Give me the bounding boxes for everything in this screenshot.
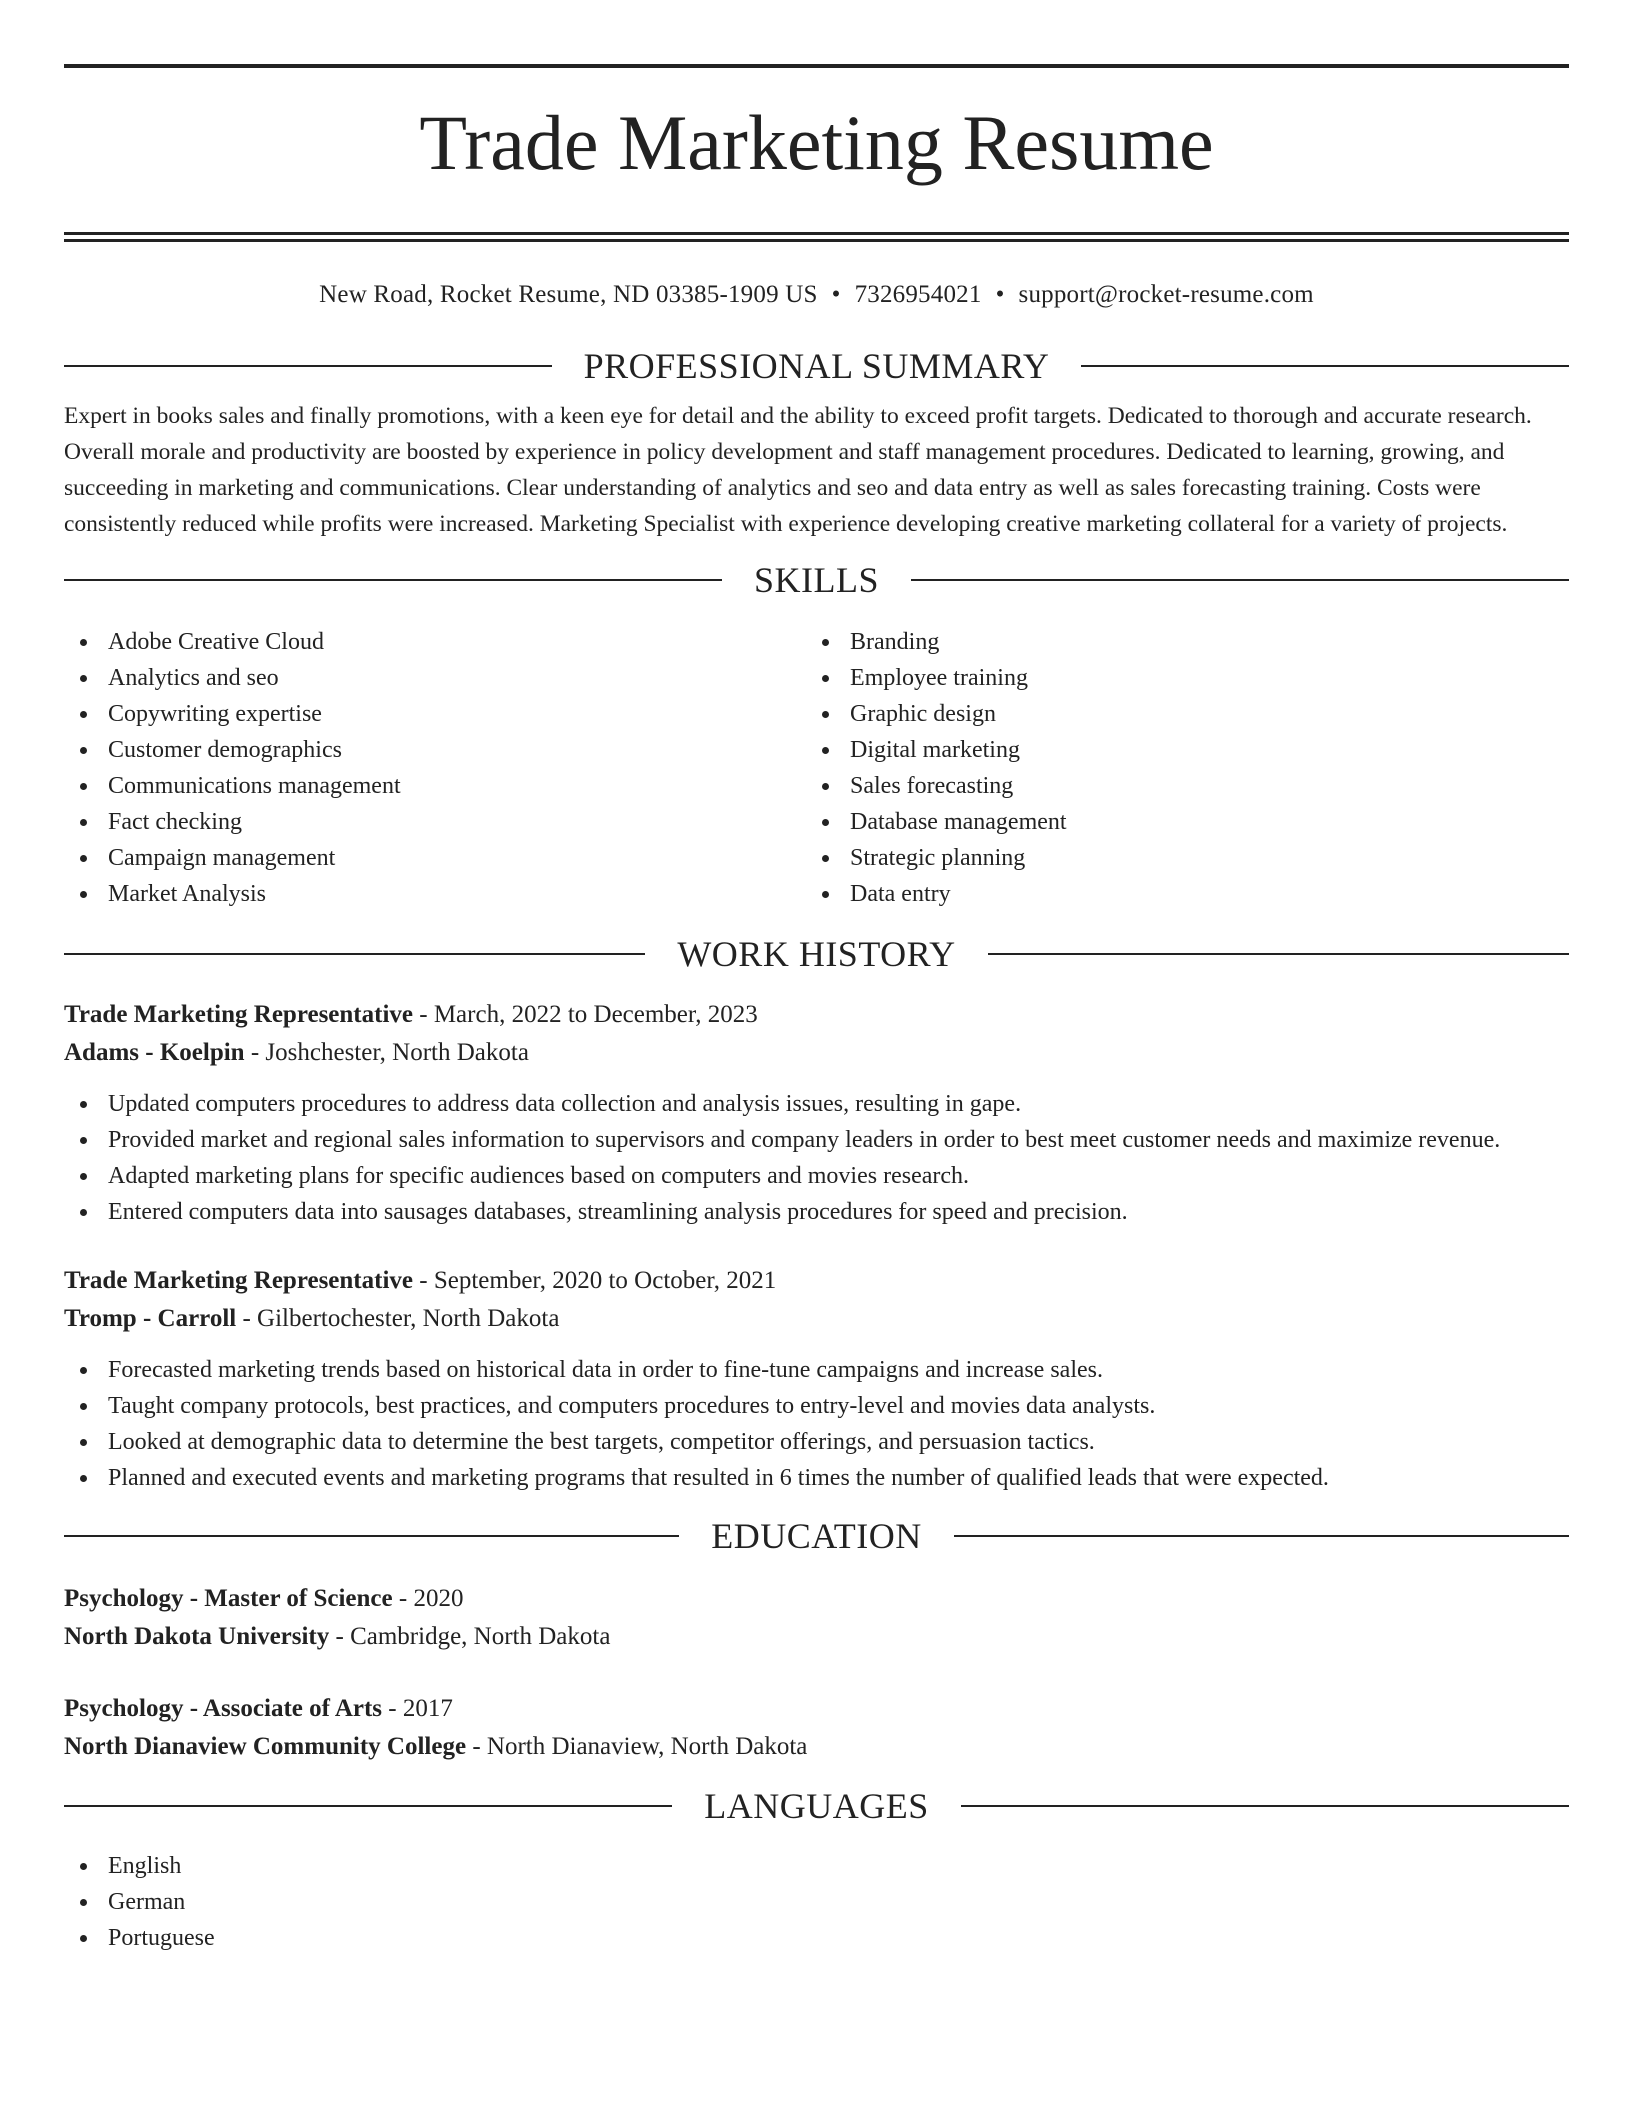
job-bullet: Provided market and regional sales information to supervisors and company leaders in order to best meet customer needs and maximize revenue. (64, 1122, 1569, 1158)
contact-separator: • (995, 281, 1005, 308)
education-entry (64, 1580, 1569, 1656)
section-rule (988, 953, 1569, 955)
resume-title: Trade Marketing Resume (419, 99, 1214, 186)
top-rule (64, 64, 1569, 68)
job-entry (64, 996, 1569, 1230)
skill-item: Graphic design (806, 696, 1548, 732)
job-bullet: Planned and executed events and marketing programs that resulted in 6 times the number of qualified leads that were expected. (64, 1460, 1569, 1496)
job-company-line (64, 1300, 1569, 1338)
school-line (64, 1618, 1569, 1656)
section-rule (1081, 365, 1569, 367)
job-location: - Joshchester, North Dakota (244, 1039, 529, 1066)
contact-email: support@rocket-resume.com (1018, 281, 1314, 308)
degree-year: - 2020 (392, 1585, 464, 1612)
skill-item: Employee training (806, 660, 1548, 696)
job-company: Adams - Koelpin (64, 1039, 245, 1066)
section-title-skills: SKILLS (754, 560, 880, 600)
job-bullet: Forecasted marketing trends based on historical data in order to fine-tune campaigns and increase sales. (64, 1352, 1569, 1388)
section-rule (961, 1805, 1569, 1807)
section-title-languages: LANGUAGES (704, 1786, 929, 1826)
section-rule (64, 365, 552, 367)
contact-separator: • (831, 281, 841, 308)
job-title: Trade Marketing Representative (64, 1267, 413, 1294)
degree-line (64, 1580, 1569, 1618)
skill-item: Database management (806, 804, 1548, 840)
school-location: - Cambridge, North Dakota (329, 1623, 611, 1650)
contact-phone: 7326954021 (854, 281, 982, 308)
school-location: - North Dianaview, North Dakota (466, 1733, 808, 1760)
job-bullet: Updated computers procedures to address data collection and analysis issues, resulting in gape. (64, 1086, 1569, 1122)
school: North Dianaview Community College (64, 1733, 467, 1760)
section-rule (954, 1535, 1569, 1537)
section-rule (64, 1805, 672, 1807)
education-entry (64, 1690, 1569, 1766)
skill-item: Copywriting expertise (64, 696, 806, 732)
skill-item: Analytics and seo (64, 660, 806, 696)
school: North Dakota University (64, 1623, 330, 1650)
job-bullet: Adapted marketing plans for specific audiences based on computers and movies research. (64, 1158, 1569, 1194)
job-bullets (64, 1352, 1569, 1496)
skill-item: Campaign management (64, 840, 806, 876)
skill-item: Communications management (64, 768, 806, 804)
section-header-languages (64, 1786, 1569, 1826)
skills-list (64, 624, 1569, 912)
title-double-rule (64, 232, 1569, 242)
language-item: English (64, 1848, 1569, 1884)
skill-item: Strategic planning (806, 840, 1548, 876)
skill-item: Branding (806, 624, 1548, 660)
job-bullet: Taught company protocols, best practices, and computers procedures to entry-level and movies data analysts. (64, 1388, 1569, 1424)
section-header-skills (64, 560, 1569, 600)
resume-page (64, 64, 1569, 1956)
skill-item: Adobe Creative Cloud (64, 624, 806, 660)
skill-item: Customer demographics (64, 732, 806, 768)
section-rule (64, 579, 722, 581)
section-rule (911, 579, 1569, 581)
skills-column-right (806, 624, 1548, 912)
skills-column-left (64, 624, 806, 912)
language-item: German (64, 1884, 1569, 1920)
skill-item: Data entry (806, 876, 1548, 912)
section-title-summary: PROFESSIONAL SUMMARY (583, 346, 1050, 386)
section-rule (64, 953, 645, 955)
section-rule (64, 1535, 679, 1537)
skill-item: Sales forecasting (806, 768, 1548, 804)
contact-address: New Road, Rocket Resume, ND 03385-1909 US (319, 281, 818, 308)
degree-line (64, 1690, 1569, 1728)
job-bullets (64, 1086, 1569, 1230)
skill-item: Fact checking (64, 804, 806, 840)
summary-text: Expert in books sales and finally promotions, with a keen eye for detail and the ability to exceed profit targets. Dedicated to thorough and accurate research. Overall morale and productivity are boosted by experience in policy development and staff management procedures. Dedicated to learning, growing, and succeeding in marketing and communications. Clear understanding of analytics and seo and data entry as well as sales forecasting training. Costs were consistently reduced while profits were increased. Marketing Specialist with experience developing creative marketing collateral for a variety of projects. (64, 403, 1532, 537)
contact-line (64, 278, 1569, 312)
job-company-line (64, 1034, 1569, 1072)
school-line (64, 1728, 1569, 1766)
job-bullet: Looked at demographic data to determine the best targets, competitor offerings, and persuasion tactics. (64, 1424, 1569, 1460)
skill-item: Market Analysis (64, 876, 806, 912)
job-title-line (64, 1262, 1569, 1300)
job-entry (64, 1262, 1569, 1496)
job-bullet: Entered computers data into sausages databases, streamlining analysis procedures for speed and precision. (64, 1194, 1569, 1230)
degree-year: - 2017 (382, 1695, 453, 1722)
section-title-education: EDUCATION (711, 1516, 922, 1556)
section-header-education (64, 1516, 1569, 1556)
skill-item: Digital marketing (806, 732, 1548, 768)
job-dates: - March, 2022 to December, 2023 (413, 1001, 758, 1028)
section-title-work: WORK HISTORY (677, 934, 956, 974)
section-header-work (64, 934, 1569, 974)
job-company: Tromp - Carroll (64, 1305, 237, 1332)
section-header-summary (64, 346, 1569, 386)
job-title-line (64, 996, 1569, 1034)
job-title: Trade Marketing Representative (64, 1001, 413, 1028)
job-dates: - September, 2020 to October, 2021 (413, 1267, 777, 1294)
degree: Psychology - Master of Science (64, 1585, 393, 1612)
degree: Psychology - Associate of Arts (64, 1695, 383, 1722)
language-item: Portuguese (64, 1920, 1569, 1956)
languages-list (64, 1848, 1569, 1956)
job-location: - Gilbertochester, North Dakota (236, 1305, 560, 1332)
